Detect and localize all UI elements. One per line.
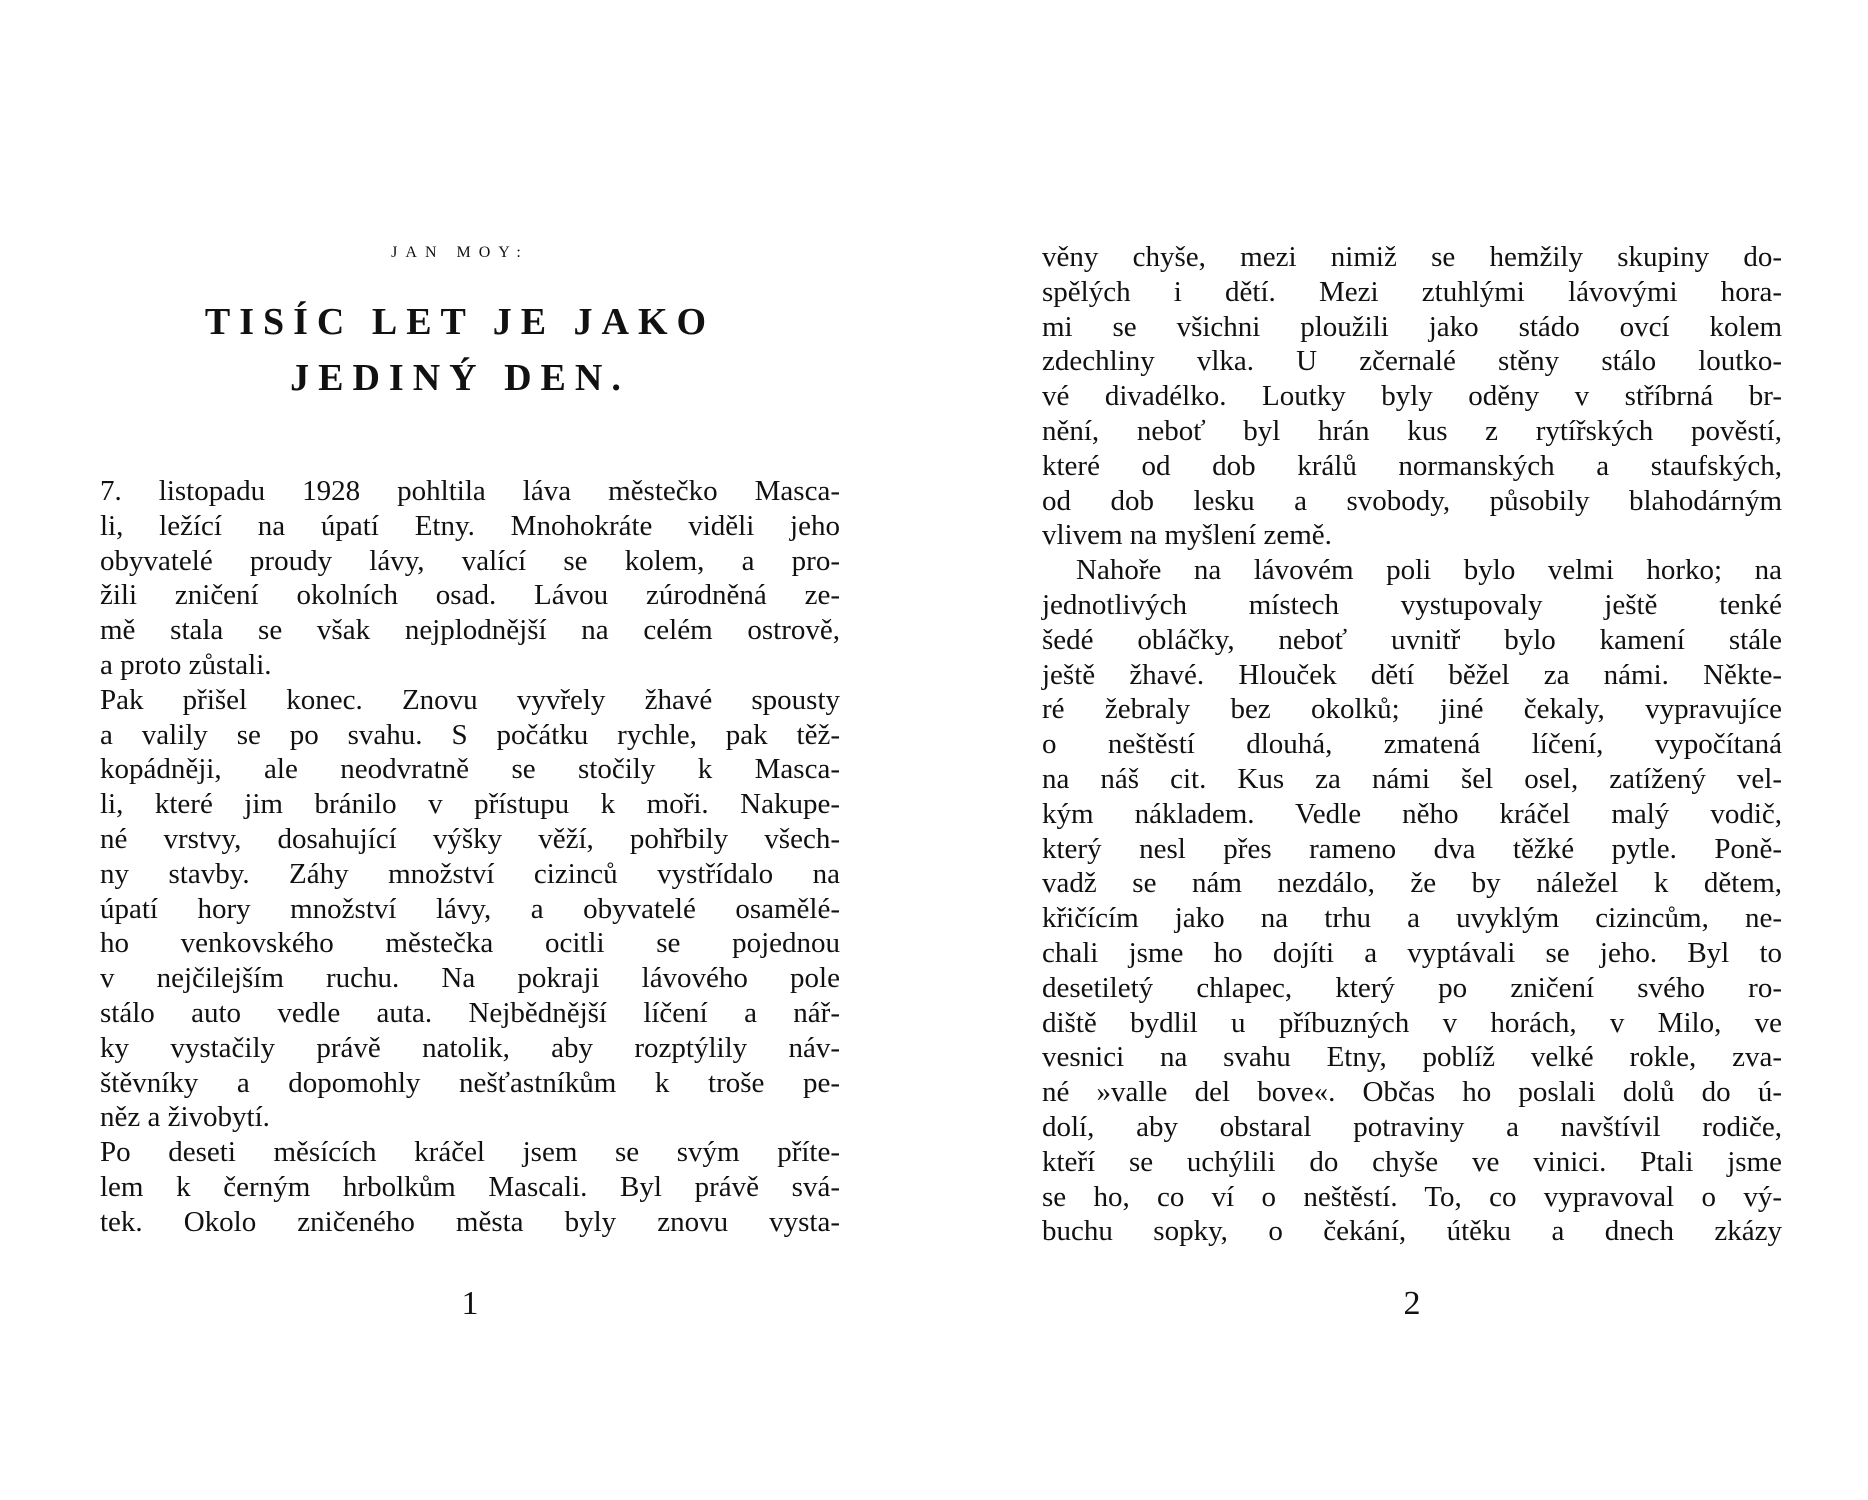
text-line: li, které jim bránilo v přístupu k moři. Nakupe-: [100, 788, 840, 821]
text-line: ky vystačily právě natolik, aby rozptýlily náv-: [100, 1031, 840, 1064]
text-line: ré žebraly bez okolků; jiné čekaly, vypravujíce: [1042, 693, 1782, 726]
text-line: na náš cit. Kus za námi šel osel, zatížený vel-: [1042, 762, 1782, 795]
text-line: desetiletý chlapec, který po zničení svého ro-: [1042, 971, 1782, 1004]
text-line: kopádněji, ale neodvratně se stočily k Masca-: [100, 753, 840, 786]
text-line: kteří se uchýlili do chyše ve vinici. Ptali jsme: [1042, 1145, 1782, 1178]
text-line: chali jsme ho dojíti a vyptávali se jeho. Byl to: [1042, 936, 1782, 969]
text-line: ještě žhavé. Hlouček dětí běžel za námi. Někte-: [1042, 658, 1782, 691]
text-line: dolí, aby obstaral potraviny a navštívil rodiče,: [1042, 1110, 1782, 1143]
text-line: né »valle del bove«. Občas ho poslali dolů do ú-: [1042, 1076, 1782, 1109]
page-number: 2: [1403, 1285, 1421, 1322]
text-line: zdechliny vlka. U zčernalé stěny stálo loutko-: [1042, 345, 1782, 378]
text-line: Nahoře na lávovém poli bylo velmi horko; na: [1076, 554, 1782, 587]
text-line: od dob lesku a svobody, působily blahodárným: [1042, 484, 1782, 517]
text-line: vesnici na svahu Etny, poblíž velké rokle, zva-: [1042, 1041, 1782, 1074]
text-line: vé divadélko. Loutky byly oděny v stříbrná br-: [1042, 380, 1782, 413]
text-line: štěvníky a dopomohly nešťastníkům k troše pe-: [100, 1066, 840, 1099]
text-line: ny stavby. Záhy množství cizinců vystřídalo na: [100, 857, 840, 890]
text-line: který nesl přes rameno dva těžké pytle. Poně-: [1042, 832, 1782, 865]
text-line: lem k černým hrbolkům Mascali. Byl právě svá-: [100, 1170, 840, 1203]
text-line: úpatí hory množství lávy, a obyvatelé osamělé-: [100, 892, 840, 925]
text-line: které od dob králů normanských a staufských,: [1042, 449, 1782, 482]
text-line: né vrstvy, dosahující výšky věží, pohřbily všech-: [100, 822, 840, 855]
text-line: obyvatelé proudy lávy, valící se kolem, a pro-: [100, 544, 840, 577]
title-line-2: JEDINÝ DEN.: [290, 357, 630, 399]
text-line: o neštěstí dlouhá, zmatená líčení, vypočítaná: [1042, 728, 1782, 761]
author-name: JAN MOY:: [391, 244, 529, 261]
text-line: mi se všichni ploužili jako stádo ovcí kolem: [1042, 310, 1782, 343]
text-line: se ho, co ví o neštěstí. To, co vypravoval o vý-: [1042, 1180, 1782, 1213]
title-line-1: TISÍC LET JE JAKO: [204, 301, 716, 343]
text-line: a proto zůstali.: [100, 648, 272, 681]
text-line: kým nákladem. Vedle něho kráčel malý vodič,: [1042, 797, 1782, 830]
right-page-text: [1042, 240, 1782, 1249]
text-line: Po deseti měsících kráčel jsem se svým příte-: [100, 1136, 840, 1169]
text-line: věny chyše, mezi nimiž se hemžily skupiny do-: [1042, 241, 1782, 273]
text-line: nění, neboť byl hrán kus z rytířských pověstí,: [1042, 414, 1782, 447]
text-line: spělých i dětí. Mezi ztuhlými lávovými hora-: [1042, 275, 1782, 308]
text-line: buchu sopky, o čekání, útěku a dnech zkázy: [1042, 1215, 1782, 1248]
text-line: vlivem na myšlení země.: [1042, 519, 1332, 552]
text-line: tek. Okolo zničeného města byly znovu vysta-: [100, 1205, 840, 1238]
text-line: v nejčilejším ruchu. Na pokraji lávového pole: [100, 962, 840, 995]
text-line: a valily se po svahu. S počátku rychle, pak těž-: [100, 718, 840, 751]
text-line: vadž se nám nezdálo, že by náležel k dětem,: [1042, 867, 1782, 900]
text-line: Pak přišel konec. Znovu vyvřely žhavé spousty: [100, 683, 840, 716]
text-line: li, ležící na úpatí Etny. Mnohokráte viděli jeho: [100, 509, 840, 542]
left-page-text: [100, 474, 840, 1240]
text-line: něz a živobytí.: [100, 1101, 270, 1134]
text-line: 7. listopadu 1928 pohltila láva městečko Masca-: [100, 475, 840, 507]
text-line: jednotlivých místech vystupovaly ještě tenké: [1042, 588, 1782, 621]
text-line: žili zničení okolních osad. Lávou zúrodněná ze-: [100, 579, 840, 612]
text-line: ho venkovského městečka ocitli se pojednou: [100, 927, 840, 960]
text-line: křičícím jako na trhu a uvyklým cizincům, ne-: [1042, 902, 1782, 935]
text-line: diště bydlil u příbuzných v horách, v Milo, ve: [1042, 1006, 1782, 1039]
text-line: mě stala se však nejplodnější na celém ostrově,: [100, 614, 840, 647]
text-line: stálo auto vedle auta. Nejbědnější líčení a nář-: [100, 996, 840, 1029]
text-line: šedé obláčky, neboť uvnitř bylo kamení stále: [1042, 623, 1782, 656]
page-number: 1: [461, 1285, 479, 1322]
